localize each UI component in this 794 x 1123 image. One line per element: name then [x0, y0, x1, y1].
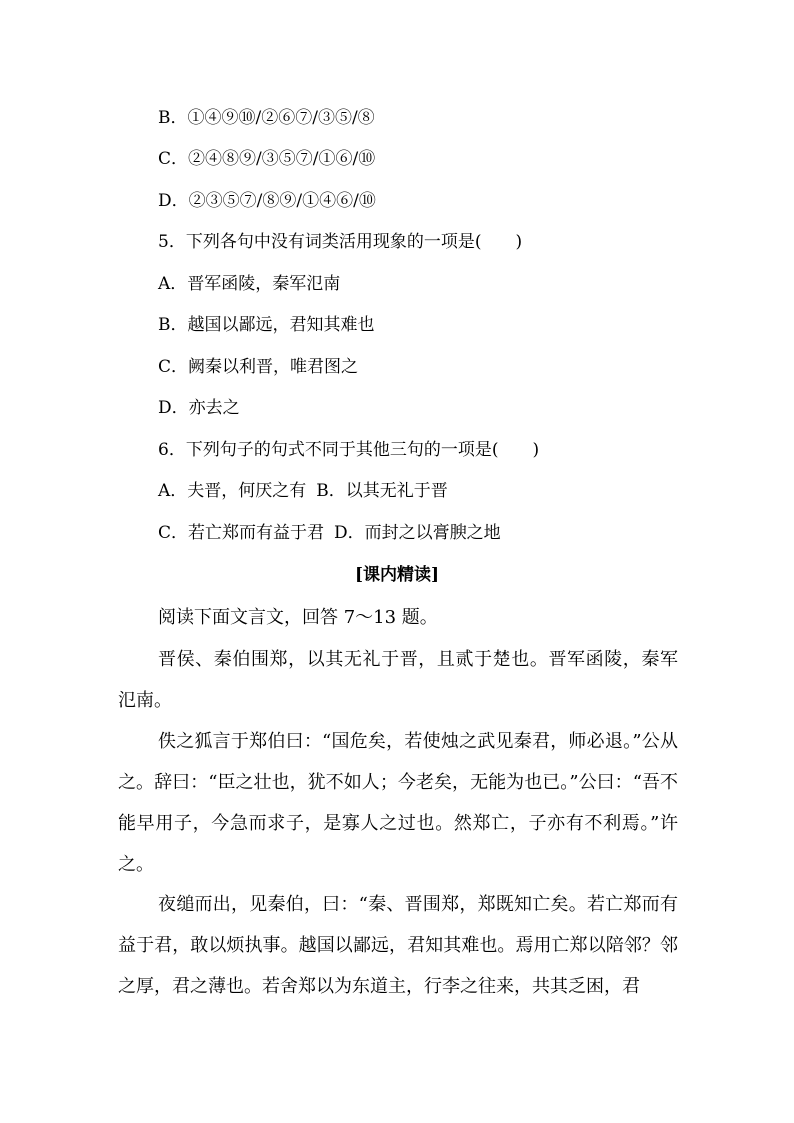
option-label: D．	[334, 523, 365, 543]
question-6-stem: 6．下列句子的句式不同于其他三句的一项是( )	[158, 440, 540, 460]
option-label: C．	[158, 357, 189, 377]
q5-option-b	[158, 313, 678, 337]
option-label: C．	[158, 523, 189, 543]
question-5-stem: 5．下列各句中没有词类活用现象的一项是( )	[158, 232, 523, 252]
q5-option-d	[158, 396, 678, 420]
passage-paragraph-3: 夜缒而出，见秦伯，曰：“秦、晋围郑，郑既知亡矣。若亡郑而有益于君，敢以烦执事。越国以鄙远，君知其难也。焉用亡郑以陪邻？邻之厚，君之薄也。若舍郑以为东道主，行李之往来，共其乏困，君	[118, 894, 678, 997]
option-text: 阙秦以利晋，唯君图之	[188, 357, 359, 377]
option-b-prev	[158, 106, 678, 130]
option-d-prev	[158, 189, 678, 213]
q6-options-row-1	[158, 479, 678, 503]
option-text: ②③⑤⑦/⑧⑨/①④⑥/⑩	[188, 191, 376, 211]
option-label: D．	[158, 191, 189, 211]
option-label: D．	[158, 398, 189, 418]
passage-paragraph-1: 晋侯、秦伯围郑，以其无礼于晋，且贰于楚也。晋军函陵，秦军氾南。	[118, 649, 678, 711]
passage-paragraph-2: 佚之狐言于郑伯曰：“国危矣，若使烛之武见秦君，师必退。”公从之。辞曰：“臣之壮也，犹不如人；今老矣，无能为也已。”公曰：“吾不能早用子，今急而求子，是寡人之过也。然郑亡，子亦有不利焉。”许之。	[118, 731, 678, 875]
option-text: 越国以鄙远，君知其难也	[187, 315, 375, 335]
option-text: 夫晋，何厌之有	[187, 481, 307, 501]
option-text: 亦去之	[188, 398, 240, 418]
option-label: C．	[158, 149, 189, 169]
q6-options-row-2	[158, 521, 678, 545]
section-heading: [课内精读]	[354, 565, 440, 585]
option-label: B．	[316, 481, 346, 501]
option-text: 而封之以膏腴之地	[364, 523, 501, 543]
option-c-prev	[158, 147, 678, 171]
option-label: B．	[158, 315, 188, 335]
option-label: B．	[158, 108, 188, 128]
option-label: A．	[158, 481, 188, 501]
option-text: 若亡郑而有益于君	[188, 523, 325, 543]
option-label: A．	[158, 274, 188, 294]
option-text: ②④⑧⑨/③⑤⑦/①⑥/⑩	[188, 149, 376, 169]
q5-option-a	[158, 272, 678, 296]
q5-option-c	[158, 355, 678, 379]
option-text: 晋军函陵，秦军氾南	[187, 274, 341, 294]
section-instruction: 阅读下面文言文，回答 7～13 题。	[158, 607, 438, 628]
option-text: ①④⑨⑩/②⑥⑦/③⑤/⑧	[187, 108, 375, 128]
option-text: 以其无礼于晋	[345, 481, 448, 501]
